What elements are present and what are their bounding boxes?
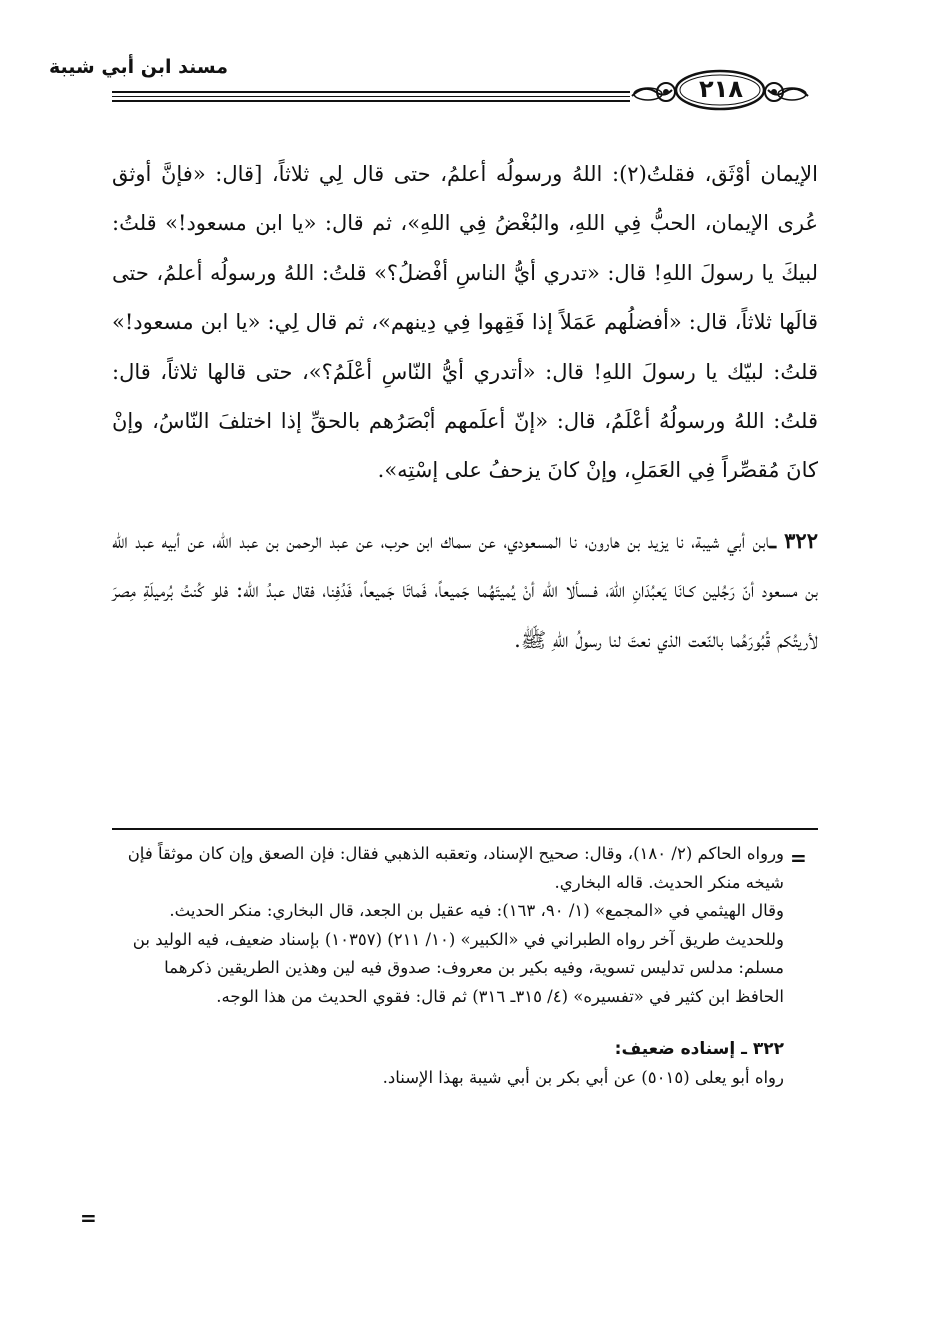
book-title: مسند ابن أبي شيبة: [48, 56, 228, 78]
footnote-heading: ٣٢٢ ـ إسناده ضعيف:: [614, 1039, 784, 1059]
footnote-paragraph: وقال الهيثمي في «المجمع» (١/ ٩٠، ١٦٣): فيه عقيل بن الجعد، قال البخاري: منكر الحديث.: [169, 901, 784, 920]
hadith-text: ابن أبي شيبة، نا يزيد بن هارون، نا المسعودي، عن سماك ابن حرب، عن عبد الرحمن بن عبد الله، عن أبيه عبد الله بن مسعود أنّ رَجُلين كـانَا يَعبُدَانِ اللّهَ، فـسألا الله أنْ يُميتَهُما جَميعاً، فَماتَا جَميعاً، فَدُفِنا، فقال عبدُ الله: فلو كُنتُ بُرميلَةِ مِصرَ لأريتُكم قُبُورَهُما بالنّعت الذي نعتَ لنا رسولُ اللهِ ﷺ.: [112, 528, 818, 652]
footnote-paragraph: ورواه الحاكم (٢/ ١٨٠)، وقال: صحيح الإسناد، وتعقبه الذهبي فقال: فإن الصعق وإن كان موثقاً فإن شيخه منكر الحديث. قاله البخاري.: [127, 844, 784, 892]
header-rule: [112, 100, 630, 102]
header-rule: [112, 91, 630, 93]
continuation-mark: =: [790, 846, 807, 870]
footnotes: [112, 840, 784, 1092]
hadith-number: ٣٢٢ ـ: [769, 527, 818, 553]
footnote-separator: [112, 828, 818, 830]
footnote-paragraph: رواه أبو يعلى (٥٠١٥) عن أبي بكر بن أبي شيبة بهذا الإسناد.: [382, 1067, 784, 1087]
page-number: ٢١٨: [699, 75, 743, 103]
continues-mark: =: [80, 1206, 97, 1230]
header-rule: [112, 96, 630, 97]
hadith-321-continuation: الإيمان أوْثَق، فقلتُ(٢): اللهُ ورسولُه أعلمُ، حتى قال لِي ثلاثاً، [قال: «فإنَّ أوثق عُرى الإيمان، الحبُّ فِي اللهِ، والبُغْضُ فِي اللهِ»، ثم قال: «يا ابن مسعود!» قلتُ: لبيكَ يا رسولَ اللهِ! قال: «تدري أيُّ الناسِ أفْضلُ؟» قلتُ: اللهُ ورسولُه أعلمُ، حتى قالَها ثلاثاً، قال: «أفضلُهم عَمَلاً إذا فَقِهوا فِي دِينهم»، ثم قال لِي: «يا ابن مسعود!» قلتُ: لبيّك يا رسولَ اللهِ! قال: «أتدري أيُّ النّاسِ أعْلَمُ؟»، حتى قالها ثلاثاً، قال: قلتُ: اللهُ ورسولُهُ أعْلَمُ، قال: «إنّ أعلَمهم أبْصَرُهم بالحقِّ إذا اختلفَ النّاسُ، وإنْ كانَ مُقصِّراً فِي العَمَلِ، وإنْ كانَ يزحفُ على إسْتِه».: [112, 162, 818, 483]
footnote-paragraph: وللحديث طريق آخر رواه الطبراني في «الكبير» (١٠/ ٢١١) (١٠٣٥٧) بإسناد ضعيف، فيه الوليد بن مسلم: مدلس تدليس تسوية، وفيه بكير بن معروف: صدوق فيه لين وهذين الطريقين ذكرهما الحافظ ابن كثير في «تفسيره» (٤/ ٣١٥ـ ٣١٦) ثم قال: فقوي الحديث من هذا الوجه.: [132, 929, 784, 1006]
hadith-322: [112, 516, 818, 665]
main-text: [112, 150, 818, 665]
